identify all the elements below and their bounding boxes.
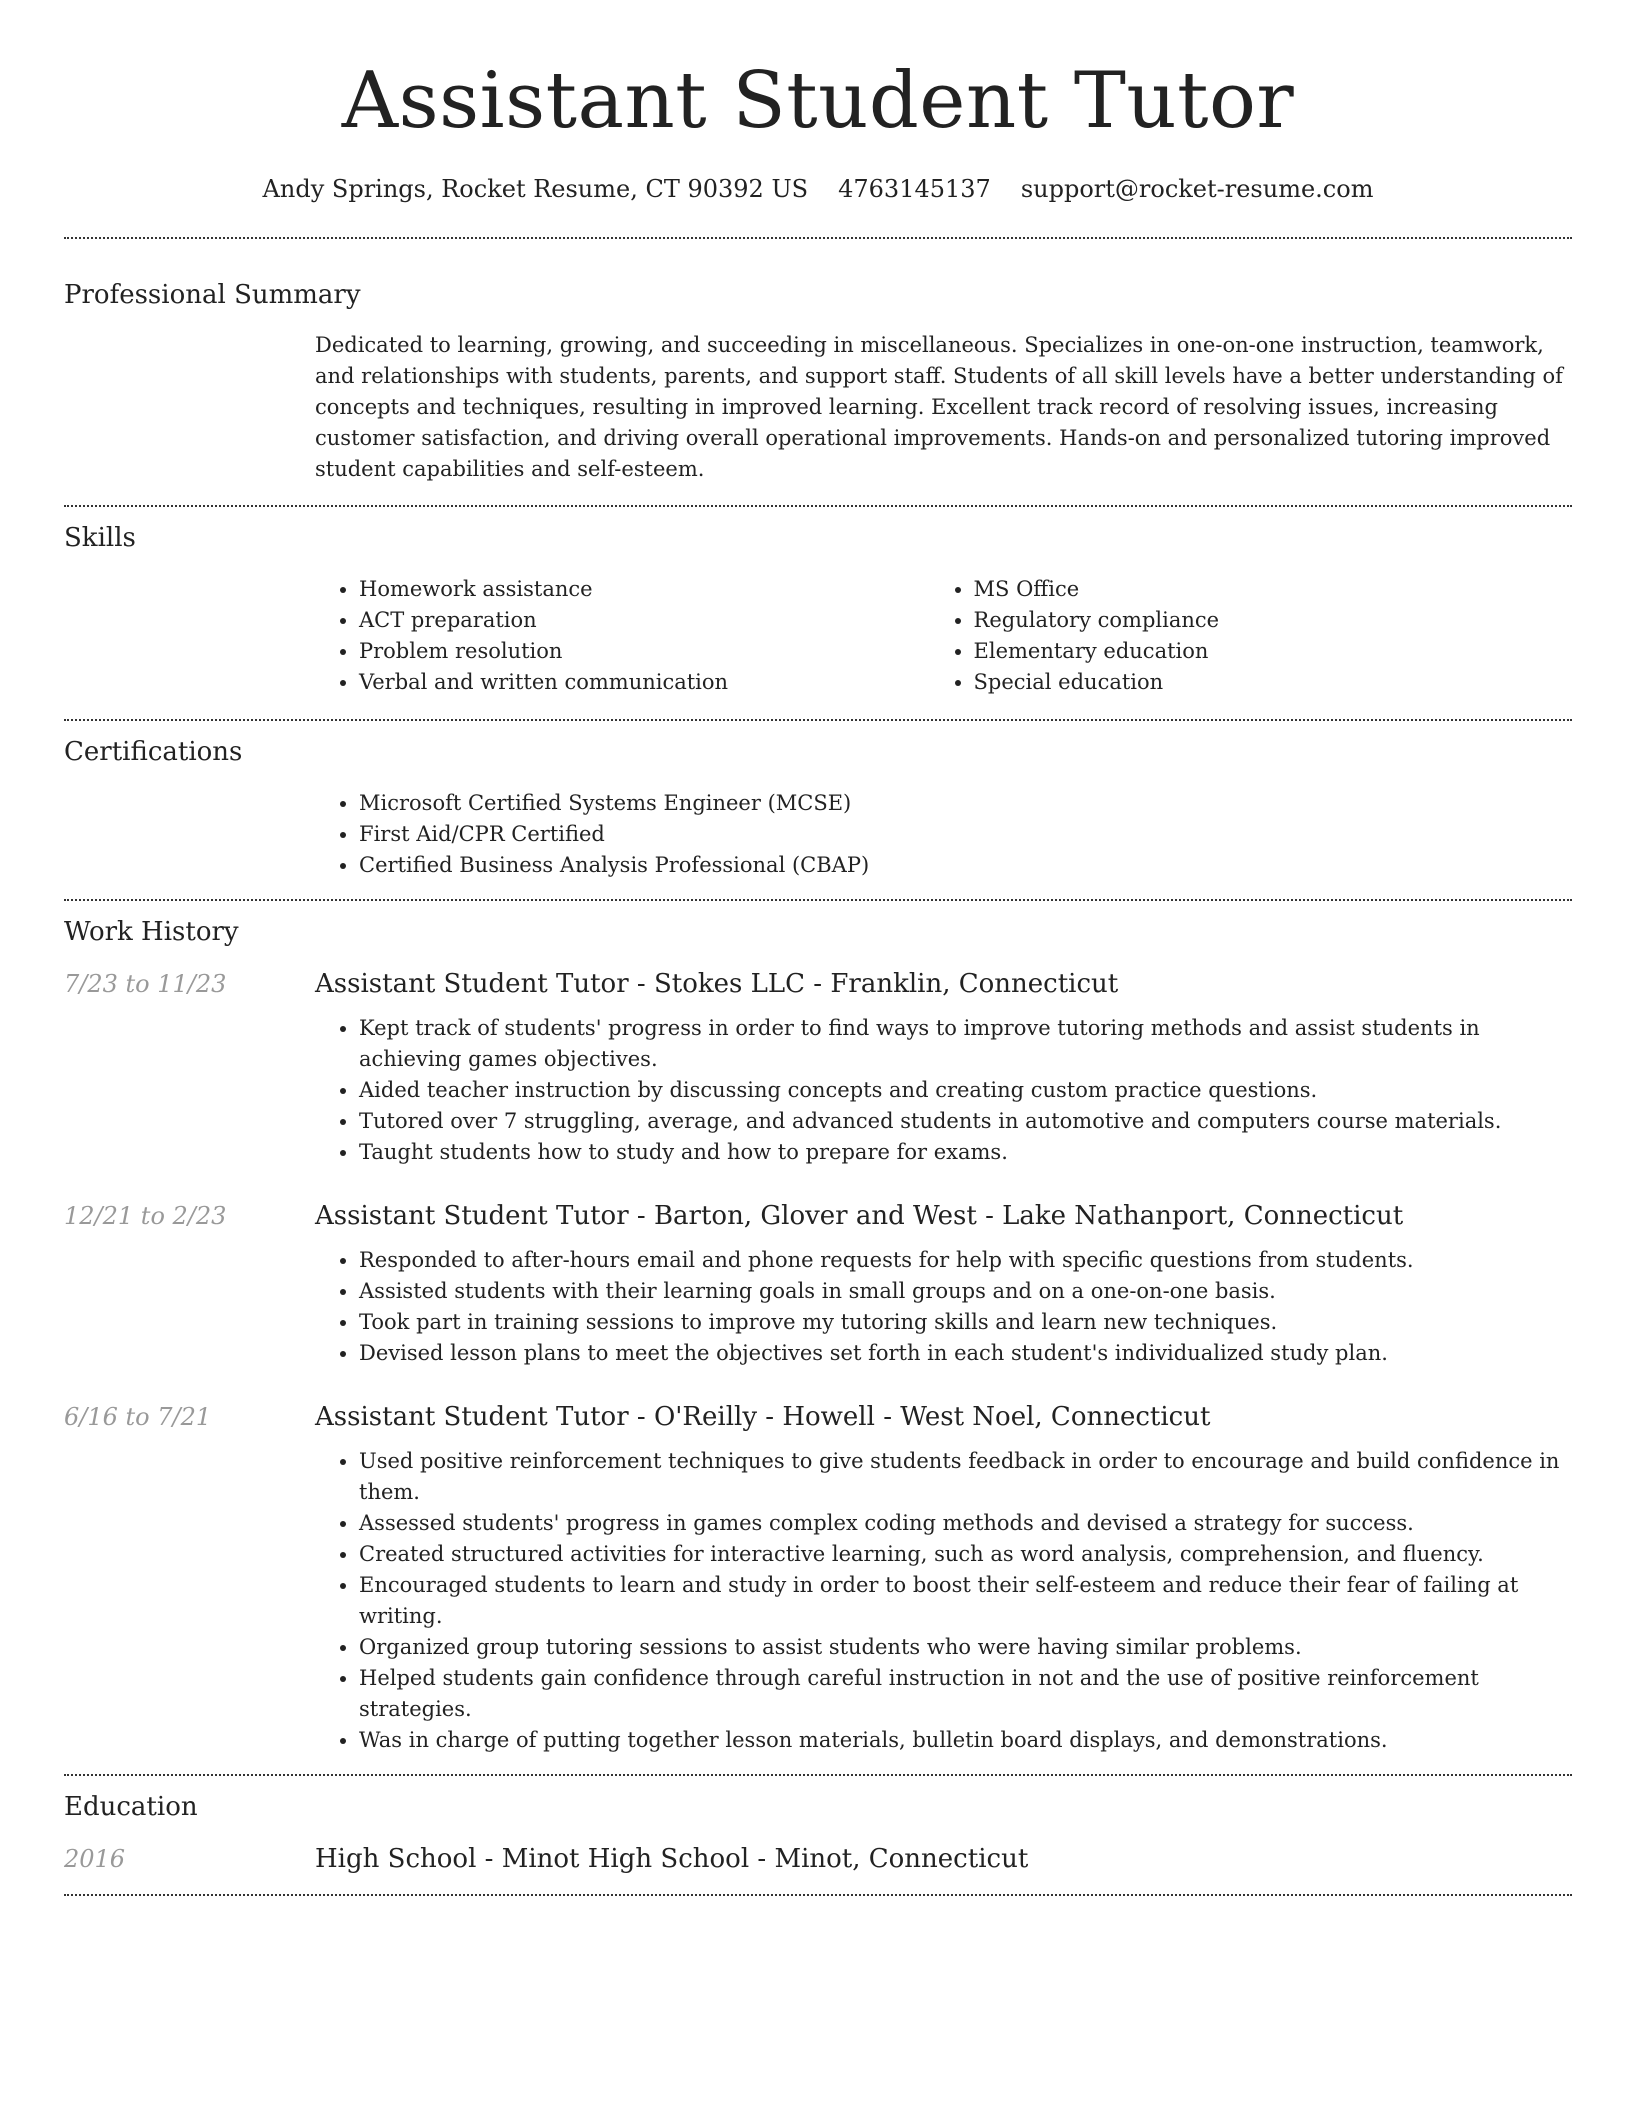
section-title-work-history: Work History <box>64 917 239 947</box>
skill-item: • Special education <box>974 667 1572 698</box>
job-entry <box>64 969 1572 1168</box>
job-bullet: • Organized group tutoring sessions to assist students who were having similar problems. <box>359 1632 1572 1663</box>
contact-address: Andy Springs, Rocket Resume, CT 90392 US <box>262 175 809 203</box>
job-entry <box>64 1402 1572 1756</box>
certifications-section <box>64 721 1572 881</box>
job-bullet: • Created structured activities for interactive learning, such as word analysis, comprehension, and fluency. <box>359 1539 1572 1570</box>
education-detail: High School - Minot High School - Minot, Connecticut <box>315 1844 1029 1874</box>
job-bullet: • Helped students gain confidence through careful instruction in not and the use of positive reinforcement strategies. <box>359 1663 1572 1725</box>
education-entry <box>64 1844 1572 1874</box>
job-bullet: • Aided teacher instruction by discussing concepts and creating custom practice questions. <box>359 1075 1572 1106</box>
job-bullet: • Assisted students with their learning goals in small groups and on a one-on-one basis. <box>359 1276 1572 1307</box>
skill-item: • MS Office <box>974 574 1572 605</box>
skills-column-left <box>315 574 930 698</box>
job-bullet: • Tutored over 7 struggling, average, and advanced students in automotive and computers course materials. <box>359 1106 1572 1137</box>
summary-section <box>64 239 1572 485</box>
job-bullet: • Kept track of students' progress in order to find ways to improve tutoring methods and assist students in achieving games objectives. <box>359 1013 1572 1075</box>
resume-name: Assistant Student Tutor <box>341 56 1295 146</box>
skill-item: • ACT preparation <box>359 605 930 636</box>
section-title-summary: Professional Summary <box>64 280 361 310</box>
skill-item: • Regulatory compliance <box>974 605 1572 636</box>
job-bullet: • Took part in training sessions to improve my tutoring skills and learn new techniques. <box>359 1307 1572 1338</box>
skills-column-right <box>930 574 1572 698</box>
education-year: 2016 <box>64 1845 126 1873</box>
job-bullet: • Used positive reinforcement techniques to give students feedback in order to encourage and build confidence in them. <box>359 1446 1572 1508</box>
skills-list <box>315 574 1572 698</box>
contact-line <box>64 175 1572 203</box>
work-history-section <box>64 901 1572 1756</box>
job-bullet: • Devised lesson plans to meet the objectives set forth in each student's individualized study plan. <box>359 1338 1572 1369</box>
education-section <box>64 1776 1572 1874</box>
skill-item: • Elementary education <box>974 636 1572 667</box>
job-bullet: • Assessed students' progress in games complex coding methods and devised a strategy for success. <box>359 1508 1572 1539</box>
contact-email[interactable]: support@rocket-resume.com <box>1020 175 1374 203</box>
section-title-skills: Skills <box>64 523 136 553</box>
job-bullets <box>315 1446 1572 1756</box>
job-title: Assistant Student Tutor - O'Reilly - Howell - West Noel, Connecticut <box>315 1402 1211 1432</box>
contact-phone: 4763145137 <box>838 175 991 203</box>
skill-item: • Homework assistance <box>359 574 930 605</box>
job-bullet: • Encouraged students to learn and study in order to boost their self-esteem and reduce their fear of failing at writing. <box>359 1570 1572 1632</box>
job-title: Assistant Student Tutor - Stokes LLC - Franklin, Connecticut <box>315 969 1119 999</box>
job-bullet: • Responded to after-hours email and phone requests for help with specific questions from students. <box>359 1245 1572 1276</box>
job-dates: 6/16 to 7/21 <box>64 1403 212 1431</box>
certification-item: • Certified Business Analysis Professional (CBAP) <box>359 850 1572 881</box>
job-bullets <box>315 1245 1572 1369</box>
skill-item: • Problem resolution <box>359 636 930 667</box>
certification-item: • First Aid/CPR Certified <box>359 819 1572 850</box>
job-title: Assistant Student Tutor - Barton, Glover and West - Lake Nathanport, Connecticut <box>315 1201 1404 1231</box>
job-dates: 7/23 to 11/23 <box>64 970 227 998</box>
section-title-education: Education <box>64 1792 198 1822</box>
summary-text: Dedicated to learning, growing, and succeeding in miscellaneous. Specializes in one-on-one instruction, teamwork, and relationships with students, parents, and support staff. Students of all skill levels have a better understanding of concepts and techniques, resulting in improved learning. Excellent track record of resolving issues, increasing customer satisfaction, and driving overall operational improvements. Hands-on and personalized tutoring improved student capabilities and self-esteem. <box>315 333 1563 481</box>
resume-page <box>64 0 1572 1896</box>
job-bullet: • Was in charge of putting together lesson materials, bulletin board displays, and demonstrations. <box>359 1725 1572 1756</box>
job-dates: 12/21 to 2/23 <box>64 1202 227 1230</box>
section-title-certifications: Certifications <box>64 737 243 767</box>
divider <box>64 1894 1572 1896</box>
job-bullet: • Taught students how to study and how to prepare for exams. <box>359 1137 1572 1168</box>
skills-section <box>64 507 1572 698</box>
skill-item: • Verbal and written communication <box>359 667 930 698</box>
certification-item: • Microsoft Certified Systems Engineer (MCSE) <box>359 788 1572 819</box>
job-bullets <box>315 1013 1572 1168</box>
job-entry <box>64 1201 1572 1369</box>
certifications-list <box>315 788 1572 881</box>
